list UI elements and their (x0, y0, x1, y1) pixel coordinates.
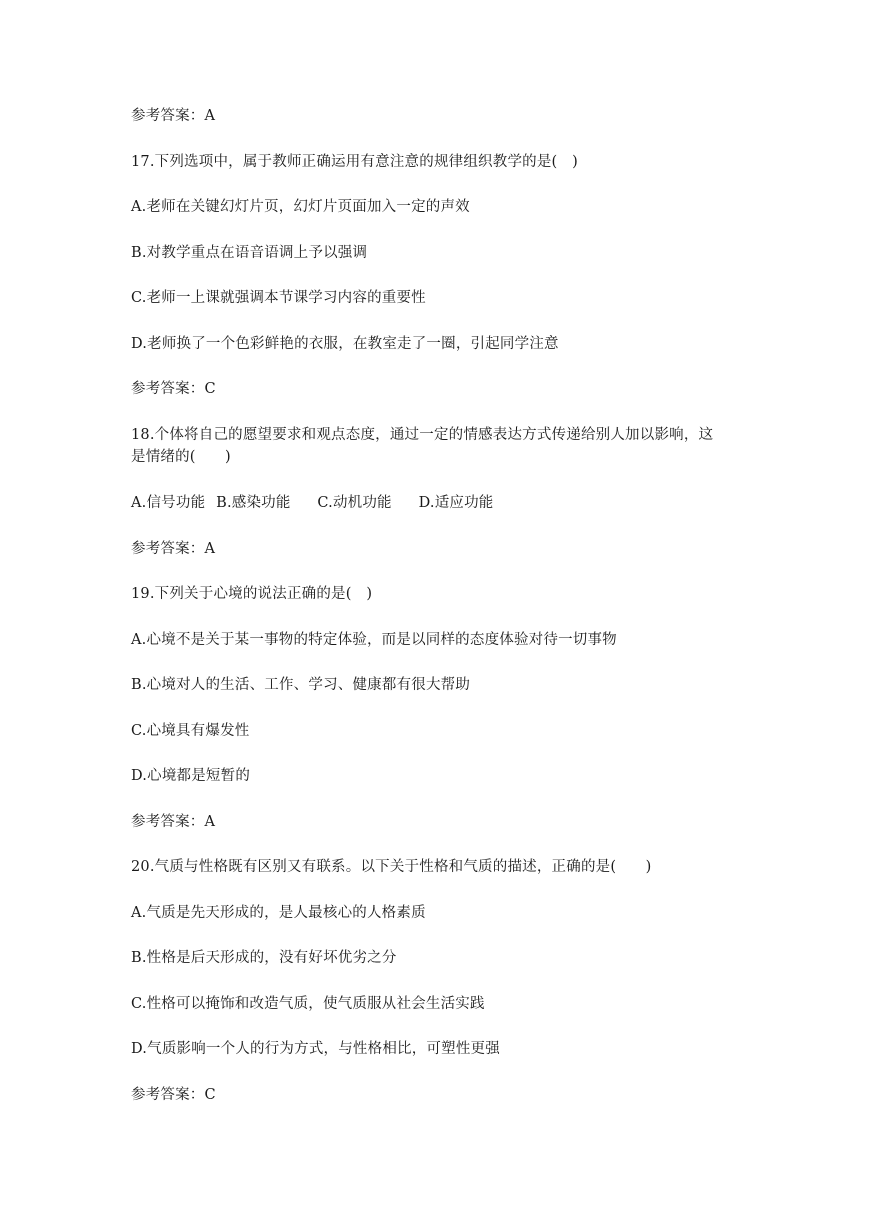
question-17-option-a: A.老师在关键幻灯片页，幻灯片页面加入一定的声效 (131, 199, 470, 215)
question-18-option-a: A.信号功能 (131, 495, 206, 511)
question-20-option-b: B.性格是后天形成的，没有好坏优劣之分 (131, 950, 397, 966)
question-20-option-a: A.气质是先天形成的，是人最核心的人格素质 (131, 905, 426, 921)
question-18-line-2: 是情绪的( ) (131, 449, 231, 465)
answer-17: 参考答案：C (131, 381, 216, 397)
question-18-option-b: B.感染功能 (216, 495, 291, 511)
question-18-option-c: C.动机功能 (317, 495, 392, 511)
question-17-option-b: B.对教学重点在语音语调上予以强调 (131, 245, 368, 261)
question-20: 20.气质与性格既有区别又有联系。以下关于性格和气质的描述，正确的是( ) (131, 859, 652, 875)
question-19-option-c: C.心境具有爆发性 (131, 723, 250, 739)
question-18-line-1: 18.个体将自己的愿望要求和观点态度，通过一定的情感表达方式传递给别人加以影响，这 (131, 427, 714, 443)
question-18-options (131, 492, 751, 514)
question-20-option-c: C.性格可以掩饰和改造气质，使气质服从社会生活实践 (131, 996, 485, 1012)
question-19-option-b: B.心境对人的生活、工作、学习、健康都有很大帮助 (131, 677, 471, 693)
question-19: 19.下列关于心境的说法正确的是( ) (131, 586, 373, 602)
question-19-option-a: A.心境不是关于某一事物的特定体验，而是以同样的态度体验对待一切事物 (131, 632, 617, 648)
answer-16: 参考答案：A (131, 108, 216, 124)
question-17-option-c: C.老师一上课就强调本节课学习内容的重要性 (131, 290, 426, 306)
question-20-option-d: D.气质影响一个人的行为方式，与性格相比，可塑性更强 (131, 1041, 500, 1057)
question-18-option-d: D.适应功能 (418, 495, 494, 511)
question-17-option-d: D.老师换了一个色彩鲜艳的衣服，在教室走了一圈，引起同学注意 (131, 336, 559, 352)
answer-19: 参考答案：A (131, 814, 216, 830)
answer-18: 参考答案：A (131, 541, 216, 557)
answer-20: 参考答案：C (131, 1087, 216, 1103)
question-19-option-d: D.心境都是短暂的 (131, 768, 251, 784)
question-17: 17.下列选项中，属于教师正确运用有意注意的规律组织教学的是( ) (131, 154, 578, 170)
